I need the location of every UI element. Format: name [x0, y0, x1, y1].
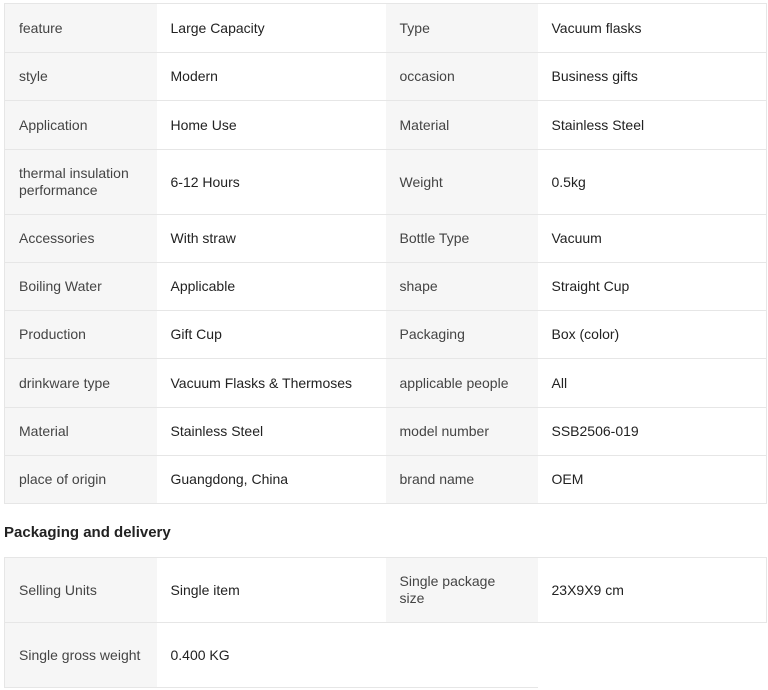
table-row [5, 456, 767, 504]
table-row [5, 150, 767, 215]
attribute-value: Stainless Steel [157, 408, 386, 456]
attribute-value: Straight Cup [538, 263, 767, 311]
table-row [5, 408, 767, 456]
empty-cell [386, 623, 538, 688]
attribute-value: Stainless Steel [538, 101, 767, 150]
table-row [5, 623, 767, 688]
attribute-value: 0.5kg [538, 150, 767, 215]
attribute-value: Home Use [157, 101, 386, 150]
key-attributes-table [4, 3, 767, 504]
attribute-value: With straw [157, 215, 386, 263]
table-row [5, 4, 767, 53]
attribute-value: Vacuum [538, 215, 767, 263]
packaging-section-title: Packaging and delivery [4, 524, 171, 541]
attribute-key: occasion [386, 53, 538, 101]
attribute-key: Packaging [386, 311, 538, 359]
attribute-key: brand name [386, 456, 538, 504]
attribute-key: Accessories [5, 215, 157, 263]
attribute-value: Box (color) [538, 311, 767, 359]
attribute-key: style [5, 53, 157, 101]
attribute-value: Guangdong, China [157, 456, 386, 504]
attribute-value: 0.400 KG [157, 623, 386, 688]
attribute-key: model number [386, 408, 538, 456]
attribute-key: applicable people [386, 359, 538, 408]
attribute-key: Weight [386, 150, 538, 215]
attribute-key: Boiling Water [5, 263, 157, 311]
attribute-value: Single item [157, 558, 386, 623]
attribute-value: Vacuum flasks [538, 4, 767, 53]
attribute-key: Material [5, 408, 157, 456]
table-row [5, 359, 767, 408]
attribute-value: Modern [157, 53, 386, 101]
attribute-key: Single gross weight [5, 623, 157, 688]
table-row [5, 558, 767, 623]
attribute-key: place of origin [5, 456, 157, 504]
attribute-value: All [538, 359, 767, 408]
table-row [5, 101, 767, 150]
attribute-key: shape [386, 263, 538, 311]
table-row [5, 263, 767, 311]
table-row [5, 215, 767, 263]
attribute-key: Bottle Type [386, 215, 538, 263]
attribute-key: Selling Units [5, 558, 157, 623]
empty-cell [538, 623, 767, 688]
attribute-key: Production [5, 311, 157, 359]
attribute-key: Single package size [386, 558, 538, 623]
attribute-key: Application [5, 101, 157, 150]
table-row [5, 53, 767, 101]
attribute-value: SSB2506-019 [538, 408, 767, 456]
attribute-value: Business gifts [538, 53, 767, 101]
attribute-key: feature [5, 4, 157, 53]
attribute-value: Large Capacity [157, 4, 386, 53]
attribute-key: drinkware type [5, 359, 157, 408]
attribute-value: 23X9X9 cm [538, 558, 767, 623]
attribute-key: Type [386, 4, 538, 53]
attribute-value: OEM [538, 456, 767, 504]
packaging-table [4, 557, 767, 688]
attribute-value: Vacuum Flasks & Thermoses [157, 359, 386, 408]
attribute-key: thermal insulation performance [5, 150, 157, 215]
attribute-value: 6-12 Hours [157, 150, 386, 215]
table-row [5, 311, 767, 359]
attribute-value: Applicable [157, 263, 386, 311]
attribute-key: Material [386, 101, 538, 150]
attribute-value: Gift Cup [157, 311, 386, 359]
